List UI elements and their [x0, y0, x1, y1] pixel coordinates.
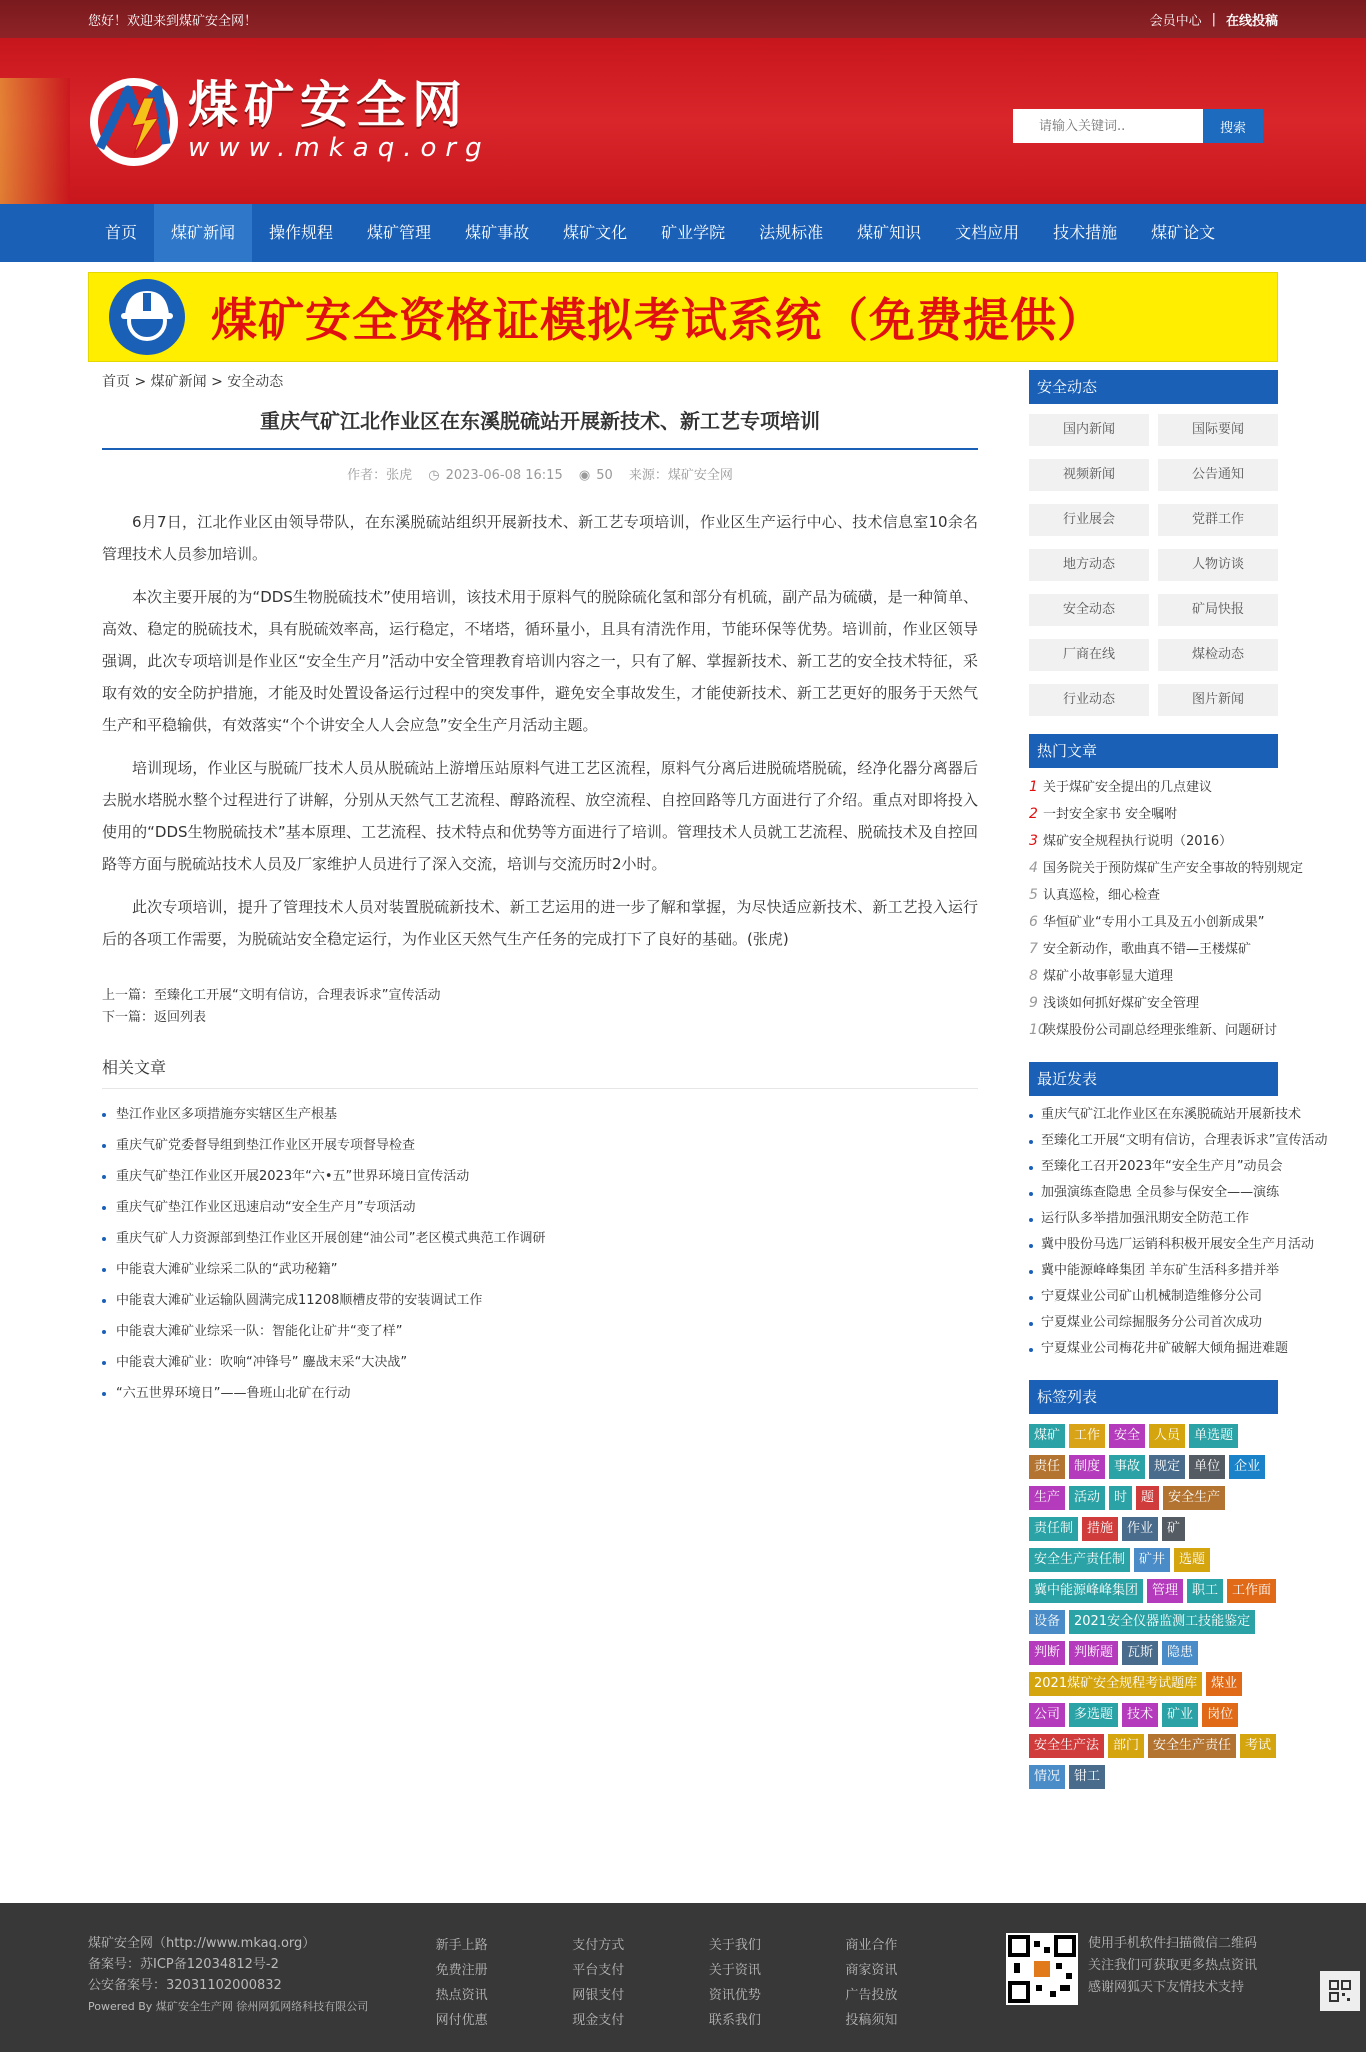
- article-paragraph: 6月7日，江北作业区由领导带队，在东溪脱硫站组织开展新技术、新工艺专项培训，作业区生产运行中心、技术信息室10余名管理技术人员参加培训。: [102, 513, 978, 563]
- hot-article-title: 认真巡检，细心检查: [1043, 888, 1161, 903]
- submit-article-link[interactable]: 在线投稿: [1225, 13, 1278, 29]
- hot-article-title: 国务院关于预防煤矿生产安全事故的特别规定: [1043, 861, 1304, 876]
- category-link[interactable]: 国际要闻: [1158, 414, 1278, 446]
- footer-link[interactable]: 广告投放: [845, 1988, 898, 2003]
- category-link[interactable]: 人物访谈: [1158, 549, 1278, 581]
- hot-articles-title: 热门文章: [1029, 734, 1278, 768]
- article-author: 作者：张虎: [347, 468, 413, 483]
- hot-article-item[interactable]: [1029, 855, 1304, 882]
- tag-link[interactable]: 工作面: [1227, 1579, 1276, 1603]
- related-item[interactable]: 垫江作业区多项措施夯实辖区生产根基: [102, 1099, 978, 1130]
- site-logo[interactable]: [88, 70, 491, 170]
- tag-link[interactable]: 煤业: [1206, 1672, 1242, 1696]
- related-item[interactable]: 重庆气矿垫江作业区开展2023年“六•五”世界环境日宣传活动: [102, 1161, 978, 1192]
- related-item[interactable]: “六五世界环境日”——鲁班山北矿在行动: [102, 1378, 978, 1409]
- member-center-link[interactable]: 会员中心: [1149, 13, 1202, 29]
- footer-link[interactable]: 平台支付: [572, 1963, 625, 1978]
- nav-item-procedures[interactable]: 操作规程: [269, 223, 334, 242]
- article-paragraph: 培训现场，作业区与脱硫厂技术人员从脱硫站上游增压站原料气进工艺区流程，原料气分离后进脱硫塔脱硫，经净化器分离器后去脱水塔脱水整个过程进行了讲解，分别从天然气工艺流程、醇路流程、放空流程、自控回路等几方面进行了介绍。重点对即将投入使用的“DDS生物脱硫技术”基本原理、工艺流程、技术特点和优势等方面进行了培训。管理技术人员就工艺流程、脱硫技术及自控回路等方面与脱硫站技术人员及厂家维护人员进行了深入交流，培训与交流历时2小时。: [102, 759, 978, 873]
- nav-item-home[interactable]: 首页: [105, 223, 138, 242]
- article-content: [88, 370, 978, 1807]
- tag-link[interactable]: 工作: [1069, 1424, 1105, 1448]
- footer-link[interactable]: 投稿须知: [845, 2013, 898, 2028]
- tag-link[interactable]: 冀中能源峰峰集团: [1029, 1579, 1143, 1603]
- related-item[interactable]: 中能袁大滩矿业：吹响“冲锋号” 鏖战末采“大决战”: [102, 1347, 978, 1378]
- nav-item-academy[interactable]: 矿业学院: [661, 223, 726, 242]
- nav-item-documents[interactable]: 文档应用: [955, 223, 1020, 242]
- tag-link[interactable]: 生产: [1029, 1486, 1065, 1510]
- article-paragraph: 本次主要开展的为“DDS生物脱硫技术”使用培训，该技术用于原料气的脱除硫化氢和部分有机硫，副产品为硫磺，是一种简单、高效、稳定的脱硫技术，具有脱硫效率高，运行稳定，不堵塔，循环量小，且具有清洗作用，节能环保等优势。培训前，作业区领导强调，此次专项培训是作业区“安全生产月”活动中安全管理教育培训内容之一，只有了解、掌握新技术、新工艺的安全技术特征，采取有效的安全防护措施，才能及时处置设备运行过程中的突发事件，避免安全事故发生，才能使新技术、新工艺更好的服务于天然气生产和平稳输供，有效落实“个个讲安全人人会应急”安全生产月活动主题。: [102, 588, 978, 734]
- footer-link[interactable]: 关于资讯: [708, 1963, 761, 1978]
- nav-item-knowledge[interactable]: 煤矿知识: [857, 223, 922, 242]
- search-input[interactable]: [1013, 109, 1203, 143]
- category-link[interactable]: 图片新闻: [1158, 684, 1278, 716]
- footer-site: 煤矿安全网（http://www.mkaq.org）: [88, 1936, 316, 1951]
- tag-link[interactable]: 事故: [1109, 1455, 1145, 1479]
- tag-link[interactable]: 题: [1136, 1486, 1159, 1510]
- hot-rank: 7: [1029, 941, 1038, 957]
- hot-rank: 4: [1029, 860, 1038, 876]
- category-link[interactable]: 公告通知: [1158, 459, 1278, 491]
- footer-link[interactable]: 支付方式: [572, 1938, 625, 1953]
- qr-text: 使用手机软件扫描微信二维码: [1087, 1936, 1257, 1951]
- qr-text: 关注我们可获取更多热点资讯: [1087, 1958, 1257, 1973]
- qr-text: 感谢网狐天下友情技术支持: [1087, 1980, 1244, 1995]
- site-header: [0, 38, 1366, 204]
- next-article-link[interactable]: 下一篇：返回列表: [102, 1010, 207, 1025]
- tag-link[interactable]: 矿井: [1134, 1548, 1170, 1572]
- footer-qr: [1006, 1933, 1278, 2033]
- search-box: [1013, 109, 1263, 143]
- clock-icon: ◷: [428, 468, 440, 483]
- footer-powered: Powered By 煤矿安全生产网 徐州网狐网络科技有限公司: [88, 2000, 369, 2013]
- recent-post-item[interactable]: 冀中股份马选厂运销科积极开展安全生产月活动: [1029, 1232, 1278, 1258]
- article-title: 重庆气矿江北作业区在东溪脱硫站开展新技术、新工艺专项培训: [102, 406, 978, 450]
- tag-link[interactable]: 单选题: [1189, 1424, 1238, 1448]
- footer-link[interactable]: 新手上路: [435, 1938, 488, 1953]
- category-link[interactable]: 党群工作: [1158, 504, 1278, 536]
- hot-article-item[interactable]: [1029, 801, 1278, 828]
- nav-item-accidents[interactable]: 煤矿事故: [465, 223, 530, 242]
- prev-next-nav: [102, 985, 978, 1029]
- logo-cn-text: 煤矿安全网: [188, 76, 468, 134]
- tag-link[interactable]: 钳工: [1069, 1765, 1105, 1789]
- hot-rank: 1: [1029, 779, 1038, 795]
- category-link[interactable]: 行业动态: [1029, 684, 1149, 716]
- breadcrumb-home[interactable]: 首页: [102, 374, 130, 390]
- tag-link[interactable]: 企业: [1229, 1455, 1265, 1479]
- tag-link[interactable]: 公司: [1029, 1703, 1065, 1727]
- tag-cloud: [1029, 1424, 1278, 1789]
- hot-rank: 8: [1029, 968, 1038, 984]
- hot-article-item[interactable]: [1029, 1017, 1278, 1044]
- hot-article-item[interactable]: [1029, 882, 1278, 909]
- hot-articles-box: [1029, 734, 1304, 1044]
- tag-link[interactable]: 安全生产责任制: [1029, 1548, 1130, 1572]
- hot-article-title: 华恒矿业“专用小工具及五小创新成果”: [1043, 915, 1265, 930]
- tag-link[interactable]: 2021煤矿安全规程考试题库: [1029, 1672, 1202, 1696]
- tag-link[interactable]: 单位: [1189, 1455, 1225, 1479]
- logo-en-text: www.mkaq.org: [188, 133, 491, 163]
- exam-system-banner[interactable]: [88, 272, 1278, 362]
- tag-link[interactable]: 技术: [1122, 1703, 1158, 1727]
- top-bar: [0, 0, 1366, 38]
- category-box-title: 安全动态: [1029, 370, 1278, 404]
- breadcrumb-sep: >: [211, 374, 223, 390]
- qr-small-icon: [1329, 1980, 1351, 2002]
- footer-col-3: [709, 1933, 846, 2033]
- hot-article-title: 安全新动作，歌曲真不错—王楼煤矿: [1043, 942, 1252, 957]
- category-link[interactable]: 矿局快报: [1158, 594, 1278, 626]
- hot-rank: 6: [1029, 914, 1038, 930]
- related-item[interactable]: 重庆气矿人力资源部到垫江作业区开展创建“油公司”老区模式典范工作调研: [102, 1223, 978, 1254]
- eye-icon: ◉: [578, 468, 591, 483]
- tag-link[interactable]: 制度: [1069, 1455, 1105, 1479]
- prev-article-link[interactable]: 上一篇：至臻化工开展“文明有信访，合理表诉求”宣传活动: [102, 988, 441, 1003]
- qr-code-icon: [1006, 1933, 1078, 2005]
- safety-helmet-icon: [107, 277, 187, 357]
- recent-post-item[interactable]: 运行队多举措加强汛期安全防范工作: [1029, 1206, 1278, 1232]
- breadcrumb-category[interactable]: 煤矿新闻: [150, 374, 207, 390]
- tag-link[interactable]: 职工: [1187, 1579, 1223, 1603]
- tag-link[interactable]: 管理: [1147, 1579, 1183, 1603]
- footer-link[interactable]: 商家资讯: [845, 1963, 898, 1978]
- recent-post-item[interactable]: 至臻化工召开2023年“安全生产月”动员会: [1029, 1154, 1278, 1180]
- tags-box: [1029, 1380, 1278, 1789]
- search-button[interactable]: 搜索: [1203, 109, 1263, 143]
- hot-rank: 10: [1029, 1022, 1047, 1038]
- hot-article-title: 煤矿小故事彰显大道理: [1043, 969, 1174, 984]
- tag-link[interactable]: 部门: [1108, 1734, 1144, 1758]
- logo-lightning-icon: [88, 70, 188, 170]
- nav-item-regulations[interactable]: 法规标准: [759, 223, 824, 242]
- nav-item-management[interactable]: 煤矿管理: [367, 223, 432, 242]
- tag-link[interactable]: 安全生产法: [1029, 1734, 1104, 1758]
- tag-link[interactable]: 设备: [1029, 1610, 1065, 1634]
- tag-link[interactable]: 规定: [1149, 1455, 1185, 1479]
- hot-rank: 9: [1029, 995, 1038, 1011]
- tag-link[interactable]: 作业: [1122, 1517, 1158, 1541]
- sidebar: [1029, 370, 1328, 1807]
- breadcrumb-sep: >: [134, 374, 147, 390]
- recent-post-item[interactable]: 宁夏煤业公司综掘服务分公司首次成功: [1029, 1310, 1278, 1336]
- tag-link[interactable]: 安全生产责任: [1148, 1734, 1236, 1758]
- hot-article-item[interactable]: [1029, 774, 1278, 801]
- article-paragraph: 此次专项培训，提升了管理技术人员对装置脱硫新技术、新工艺运用的进一步了解和掌握，为尽快适应新技术、新工艺投入运行后的各项工作需要，为脱硫站安全稳定运行，为作业区天然气生产任务的完成打下了良好的基础。(张虎): [102, 898, 978, 948]
- footer-col-2: [572, 1933, 709, 2033]
- related-item[interactable]: 中能袁大滩矿业综采二队的“武功秘籍”: [102, 1254, 978, 1285]
- hot-articles-list: [1029, 774, 1304, 1044]
- banner-text: 煤矿安全资格证模拟考试系统（免费提供）: [211, 293, 1104, 347]
- recent-post-item[interactable]: 至臻化工开展“文明有信访，合理表诉求”宣传活动: [1029, 1128, 1278, 1154]
- tag-link[interactable]: 安全生产: [1163, 1486, 1225, 1510]
- footer-link[interactable]: 资讯优势: [708, 1988, 761, 2003]
- related-item[interactable]: 重庆气矿垫江作业区迅速启动“安全生产月”专项活动: [102, 1192, 978, 1223]
- category-link[interactable]: 地方动态: [1029, 549, 1149, 581]
- hot-rank: 2: [1029, 806, 1038, 822]
- recent-post-item[interactable]: 宁夏煤业公司矿山机械制造维修分公司: [1029, 1284, 1278, 1310]
- tag-link[interactable]: 判断: [1029, 1641, 1065, 1665]
- category-link[interactable]: 安全动态: [1029, 594, 1149, 626]
- footer-link[interactable]: 热点资讯: [435, 1988, 488, 2003]
- tag-link[interactable]: 活动: [1069, 1486, 1105, 1510]
- footer-police: 公安备案号：32031102000832: [88, 1978, 282, 1993]
- tag-link[interactable]: 选题: [1174, 1548, 1210, 1572]
- tag-link[interactable]: 矿业: [1162, 1703, 1198, 1727]
- footer-col-1: [436, 1933, 573, 2033]
- tag-link[interactable]: 人员: [1149, 1424, 1185, 1448]
- related-list: [102, 1099, 978, 1409]
- footer-link[interactable]: 网付优惠: [435, 2013, 488, 2028]
- recent-post-item[interactable]: 重庆气矿江北作业区在东溪脱硫站开展新技术: [1029, 1102, 1278, 1128]
- tag-link[interactable]: 安全: [1109, 1424, 1145, 1448]
- recent-post-item[interactable]: 宁夏煤业公司梅花井矿破解大倾角掘进难题: [1029, 1336, 1278, 1362]
- nav-item-coal-news[interactable]: 煤矿新闻: [154, 204, 252, 262]
- category-link[interactable]: 视频新闻: [1029, 459, 1149, 491]
- footer-link[interactable]: 免费注册: [435, 1963, 488, 1978]
- related-item[interactable]: 中能袁大滩矿业综采一队：智能化让矿井“变了样”: [102, 1316, 978, 1347]
- tag-link[interactable]: 多选题: [1069, 1703, 1118, 1727]
- hot-article-title: 浅谈如何抓好煤矿安全管理: [1043, 996, 1200, 1011]
- tag-link[interactable]: 隐患: [1162, 1641, 1198, 1665]
- welcome-text: 您好！欢迎来到煤矿安全网！: [88, 13, 258, 29]
- tag-link[interactable]: 责任: [1029, 1455, 1065, 1479]
- article-source: 来源：煤矿安全网: [628, 468, 733, 483]
- tag-link[interactable]: 岗位: [1202, 1703, 1238, 1727]
- nav-item-tech-measures[interactable]: 技术措施: [1053, 223, 1118, 242]
- hot-rank: 3: [1029, 833, 1038, 849]
- article-meta: [102, 464, 978, 484]
- related-item[interactable]: 重庆气矿党委督导组到垫江作业区开展专项督导检查: [102, 1130, 978, 1161]
- related-heading: 相关文章: [102, 1055, 978, 1089]
- recent-posts-box: [1029, 1062, 1328, 1362]
- hot-article-title: 煤矿安全规程执行说明（2016）: [1043, 834, 1233, 849]
- tag-link[interactable]: 煤矿: [1029, 1424, 1065, 1448]
- hot-rank: 5: [1029, 887, 1038, 903]
- article-body: [102, 506, 978, 955]
- hot-article-title: 一封安全家书 安全嘱咐: [1043, 807, 1178, 822]
- hot-article-item[interactable]: [1029, 909, 1278, 936]
- hot-article-title: 陕煤股份公司副总经理张维新、问题研讨: [1043, 1023, 1278, 1038]
- related-item[interactable]: 中能袁大滩矿业运输队圆满完成11208顺槽皮带的安装调试工作: [102, 1285, 978, 1316]
- category-grid: [1029, 414, 1278, 716]
- recent-posts-list: [1029, 1102, 1328, 1362]
- header-decoration: [0, 78, 70, 204]
- nav-item-culture[interactable]: 煤矿文化: [563, 223, 628, 242]
- hot-article-item[interactable]: [1029, 990, 1278, 1017]
- footer-link[interactable]: 关于我们: [708, 1938, 761, 1953]
- recent-post-item[interactable]: 加强演练查隐患 全员参与保安全——演练: [1029, 1180, 1278, 1206]
- category-link[interactable]: 厂商在线: [1029, 639, 1149, 671]
- recent-posts-title: 最近发表: [1029, 1062, 1278, 1096]
- tag-link[interactable]: 矿: [1162, 1517, 1185, 1541]
- article-views: 50: [596, 468, 613, 483]
- footer-link[interactable]: 商业合作: [845, 1938, 898, 1953]
- hot-article-item[interactable]: [1029, 963, 1278, 990]
- breadcrumb: [102, 370, 978, 394]
- floating-qr-button[interactable]: [1320, 1971, 1360, 2011]
- tags-title: 标签列表: [1029, 1380, 1278, 1414]
- tag-link[interactable]: 情况: [1029, 1765, 1065, 1789]
- tag-link[interactable]: 时: [1109, 1486, 1132, 1510]
- category-box: [1029, 370, 1278, 716]
- site-footer: [0, 1903, 1366, 2052]
- tag-link[interactable]: 考试: [1240, 1734, 1276, 1758]
- tag-link[interactable]: 措施: [1082, 1517, 1118, 1541]
- tag-link[interactable]: 瓦斯: [1122, 1641, 1158, 1665]
- footer-icp[interactable]: 备案号：苏ICP备12034812号-2: [88, 1957, 279, 1972]
- footer-link[interactable]: 联系我们: [708, 2013, 761, 2028]
- breadcrumb-subcategory[interactable]: 安全动态: [227, 374, 284, 390]
- category-link[interactable]: 煤检动态: [1158, 639, 1278, 671]
- category-link[interactable]: 国内新闻: [1029, 414, 1149, 446]
- recent-post-item[interactable]: 冀中能源峰峰集团 羊东矿生活科多措并举: [1029, 1258, 1278, 1284]
- hot-article-item[interactable]: [1029, 828, 1278, 855]
- footer-col-4: [845, 1933, 982, 2033]
- footer-link[interactable]: 网银支付: [572, 1988, 625, 2003]
- hot-article-title: 关于煤矿安全提出的几点建议: [1043, 780, 1213, 795]
- article-date: 2023-06-08 16:15: [445, 468, 563, 483]
- category-link[interactable]: 行业展会: [1029, 504, 1149, 536]
- nav-item-papers[interactable]: 煤矿论文: [1151, 223, 1216, 242]
- tag-link[interactable]: 责任制: [1029, 1517, 1078, 1541]
- topbar-separator: |: [1211, 11, 1216, 27]
- footer-info: [88, 1933, 436, 2033]
- footer-link[interactable]: 现金支付: [572, 2013, 625, 2028]
- hot-article-item[interactable]: [1029, 936, 1278, 963]
- main-nav: [0, 204, 1366, 262]
- tag-link[interactable]: 2021安全仪器监测工技能鉴定: [1069, 1610, 1255, 1634]
- tag-link[interactable]: 判断题: [1069, 1641, 1118, 1665]
